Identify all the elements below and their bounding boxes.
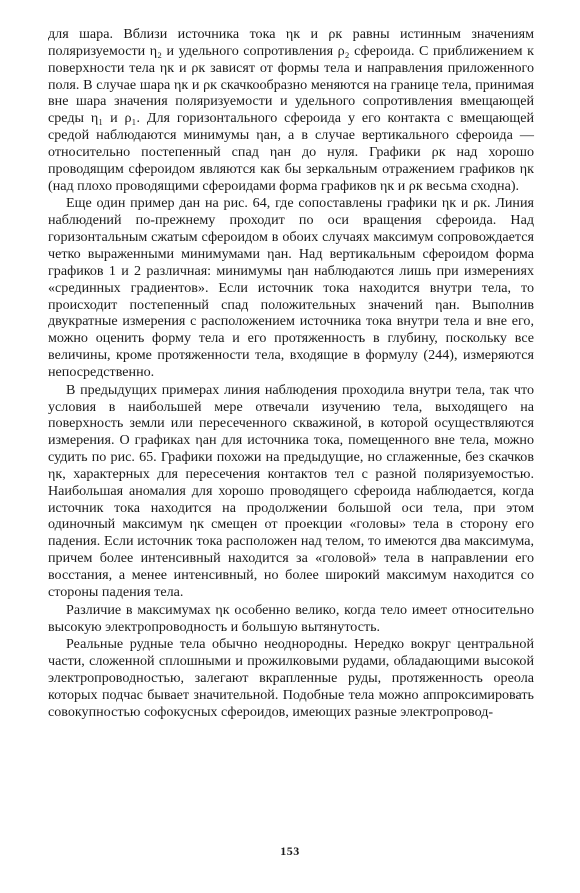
paragraph-1: для шара. Вблизи источника тока ηк и ρк равны истинным значениям поляризуемости η₂ и удельного сопротивления ρ₂ сфероида. С приближением к поверхности тела ηк и ρк зависят от формы тела и направления приложенного поля. В случае шара ηк и ρк скачкообразно меняются на границе тела, принимая вне шара значения поляризуемости и удельного сопротивления вмещающей среды η₁ и ρ₁. Для горизонтального сфероида у его контакта с вмещающей средой наблюдаются минимумы ηан, а в случае вертикального сфероида — относительно постепенный спад ηан до нуля. Графики ρк над хорошо проводящим сфероидом являются как бы зеркальным отражением графиков ηк (над плохо проводящими сфероидами форма графиков ηк и ρк весьма сходна). [48, 26, 534, 194]
page-number: 153 [280, 844, 300, 858]
page-body [48, 26, 534, 721]
paragraph-2: Еще один пример дан на рис. 64, где сопоставлены графики ηк и ρк. Линия наблюдений по-прежнему проходит по оси вращения сфероида. Над горизонтальным сжатым сфероидом в обоих случаях максимум сопровождается четко выраженными минимумами ηан. Над вертикальным сфероидом форма графиков 1 и 2 различная: минимумы ηан наблюдаются лишь при измерениях «срединных градиентов». Если источник тока находится внутри тела, то происходит постепенный спад положительных значений ηан. Выполнив двукратные измерения с расположением источника тока внутри тела и вне его, можно оценить форму тела и его протяженность в глубину, поскольку все величины, кроме протяженности тела, входящие в формулу (244), измеряются непосредственно. [48, 195, 534, 380]
paragraph-3: В предыдущих примерах линия наблюдения проходила внутри тела, так что условия в наибольшей мере отвечали изучению тела, выходящего на поверхность земли или пересеченного скважиной, в которой осуществляются измерения. О графиках ηан для источника тока, помещенного вне тела, можно судить по рис. 65. Графики похожи на предыдущие, но сглаженные, без скачков ηк, характерных для пересечения контактов тел с разной поляризуемостью. Наибольшая аномалия для хорошо проводящего сфероида наблюдается, когда источник тока находится на продолжении большой оси тела, при этом одиночный максимум ηк смещен от проекции «головы» тела в сторону его падения. Если источник тока расположен над телом, то имеются два максимума, причем более интенсивный находится за «головой» тела в направлении его восстания, а менее интенсивный, но более широкий максимум находится со стороны падения тела. [48, 381, 534, 600]
paragraph-5: Реальные рудные тела обычно неоднородны. Нередко вокруг центральной части, сложенной сплошными и прожилковыми рудами, обладающими высокой электропроводностью, залегают вкрапленные руды, протяженность ореола которых подчас бывает значительной. Подобные тела можно аппроксимировать совокупностью софокусных сфероидов, имеющих разные электропровод- [48, 636, 534, 720]
paragraph-4: Различие в максимумах ηк особенно велико, когда тело имеет относительно высокую электропроводность и большую вытянутость. [48, 601, 534, 635]
